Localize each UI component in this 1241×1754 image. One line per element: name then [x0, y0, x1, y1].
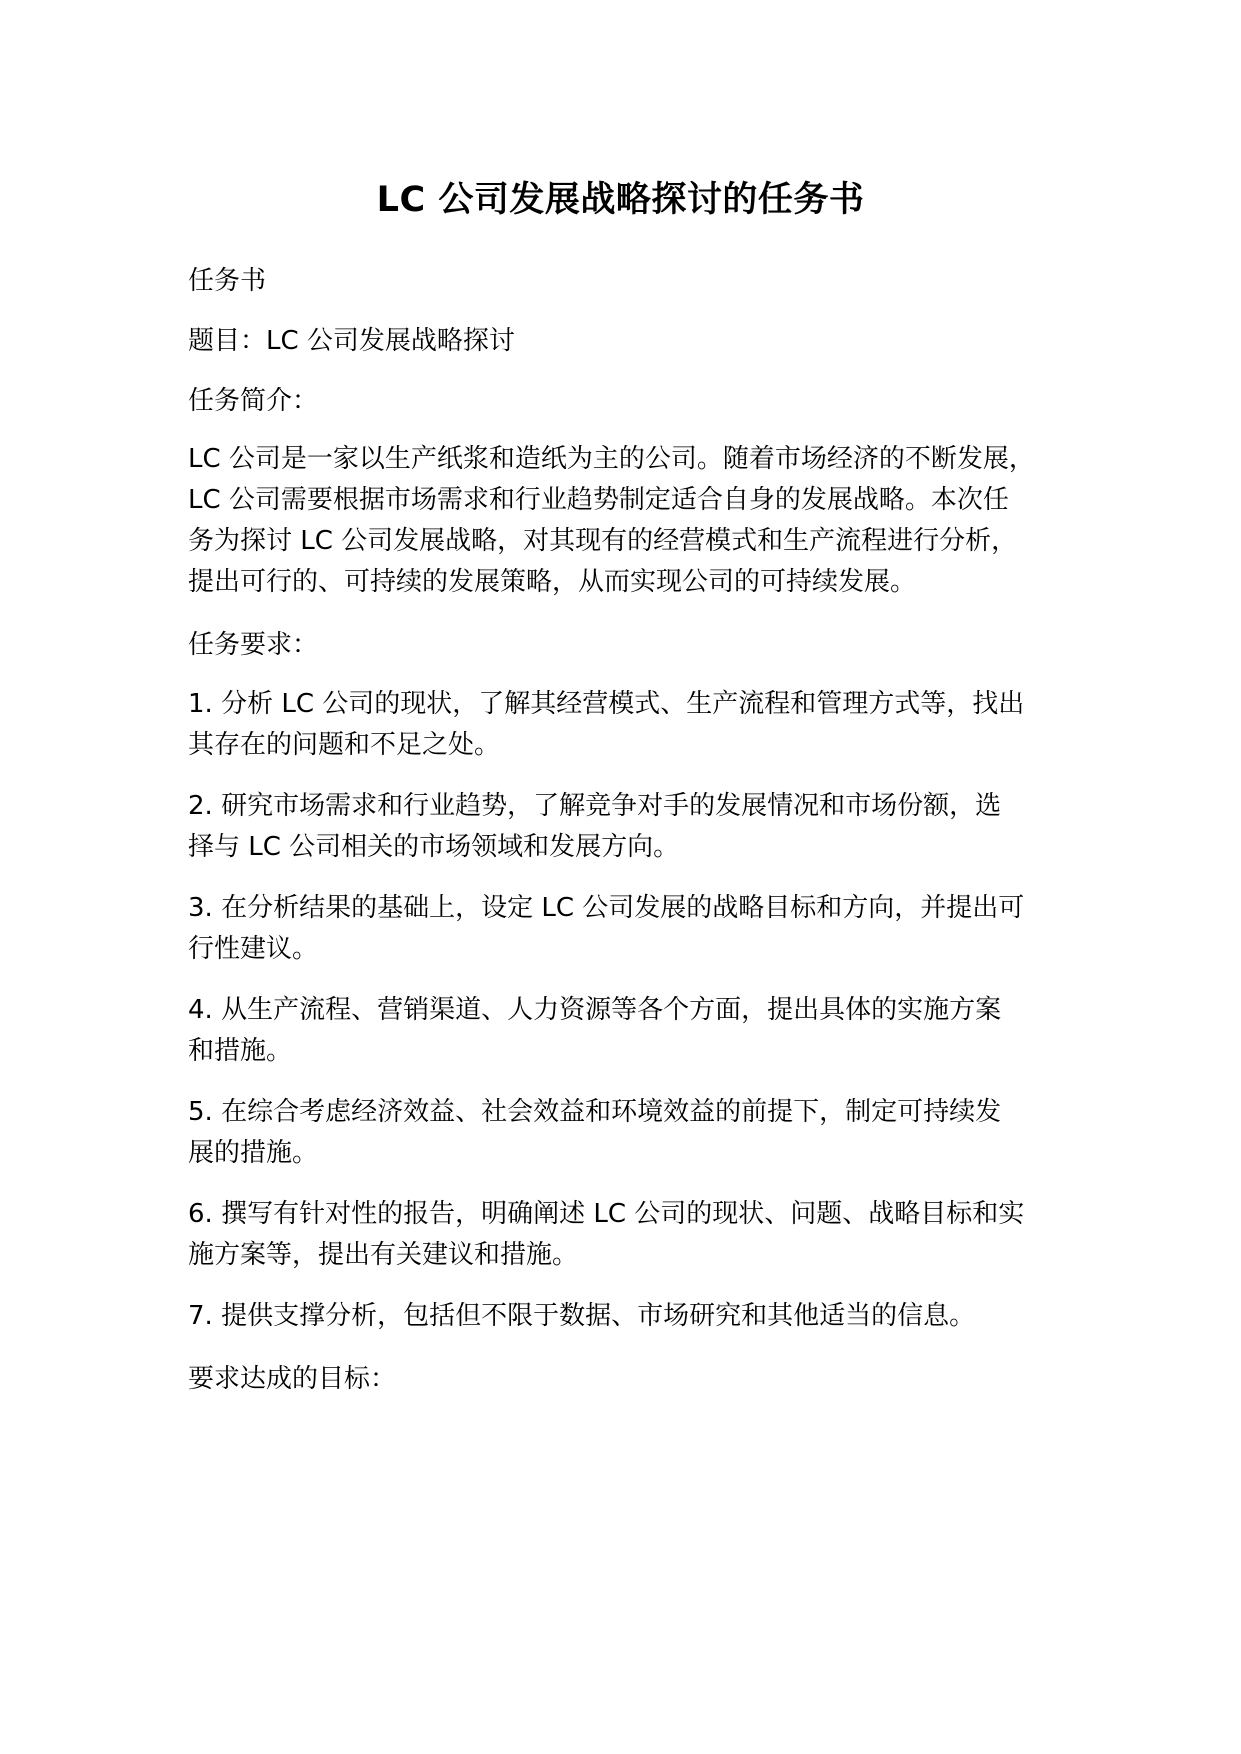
- topic-line: 题目：LC 公司发展战略探讨: [188, 326, 515, 356]
- requirement-line: 施方案等，提出有关建议和措施。: [188, 1240, 579, 1270]
- requirement-item-2: [188, 786, 1088, 868]
- requirement-item-7: [188, 1296, 1088, 1337]
- requirement-line: 和措施。: [188, 1036, 293, 1066]
- intro-line: LC 公司需要根据市场需求和行业趋势制定适合自身的发展战略。本次任: [188, 485, 1009, 515]
- requirement-line: 3. 在分析结果的基础上，设定 LC 公司发展的战略目标和方向，并提出可: [188, 893, 1025, 923]
- requirements-heading: 任务要求：: [188, 630, 319, 660]
- requirement-line: 其存在的问题和不足之处。: [188, 730, 501, 760]
- requirement-item-4: [188, 990, 1088, 1072]
- intro-paragraph: [188, 439, 1088, 603]
- intro-line: 务为探讨 LC 公司发展战略，对其现有的经营模式和生产流程进行分析，: [188, 526, 1018, 556]
- requirement-line: 行性建议。: [188, 934, 319, 964]
- requirement-line: 4. 从生产流程、营销渠道、人力资源等各个方面，提出具体的实施方案: [188, 995, 1002, 1025]
- goals-heading: 要求达成的目标：: [188, 1364, 397, 1394]
- requirement-line: 6. 撰写有针对性的报告，明确阐述 LC 公司的现状、问题、战略目标和实: [188, 1199, 1025, 1229]
- requirement-item-6: [188, 1194, 1088, 1276]
- intro-heading: 任务简介：: [188, 386, 319, 416]
- section-heading-task-book: 任务书: [188, 266, 267, 296]
- requirement-item-1: [188, 684, 1088, 766]
- intro-line: 提出可行的、可持续的发展策略，从而实现公司的可持续发展。: [188, 567, 917, 597]
- requirement-line: 1. 分析 LC 公司的现状，了解其经营模式、生产流程和管理方式等，找出: [188, 689, 1025, 719]
- requirement-line: 5. 在综合考虑经济效益、社会效益和环境效益的前提下，制定可持续发: [188, 1097, 1002, 1127]
- requirement-item-5: [188, 1092, 1088, 1174]
- requirement-item-3: [188, 888, 1088, 970]
- requirement-line: 展的措施。: [188, 1138, 319, 1168]
- requirement-line: 2. 研究市场需求和行业趋势，了解竞争对手的发展情况和市场份额，选: [188, 791, 1002, 821]
- requirement-line: 择与 LC 公司相关的市场领域和发展方向。: [188, 832, 680, 862]
- intro-line: LC 公司是一家以生产纸浆和造纸为主的公司。随着市场经济的不断发展，: [188, 444, 1035, 474]
- requirement-line: 7. 提供支撑分析，包括但不限于数据、市场研究和其他适当的信息。: [188, 1301, 976, 1331]
- document-title: LC 公司发展战略探讨的任务书: [376, 180, 865, 220]
